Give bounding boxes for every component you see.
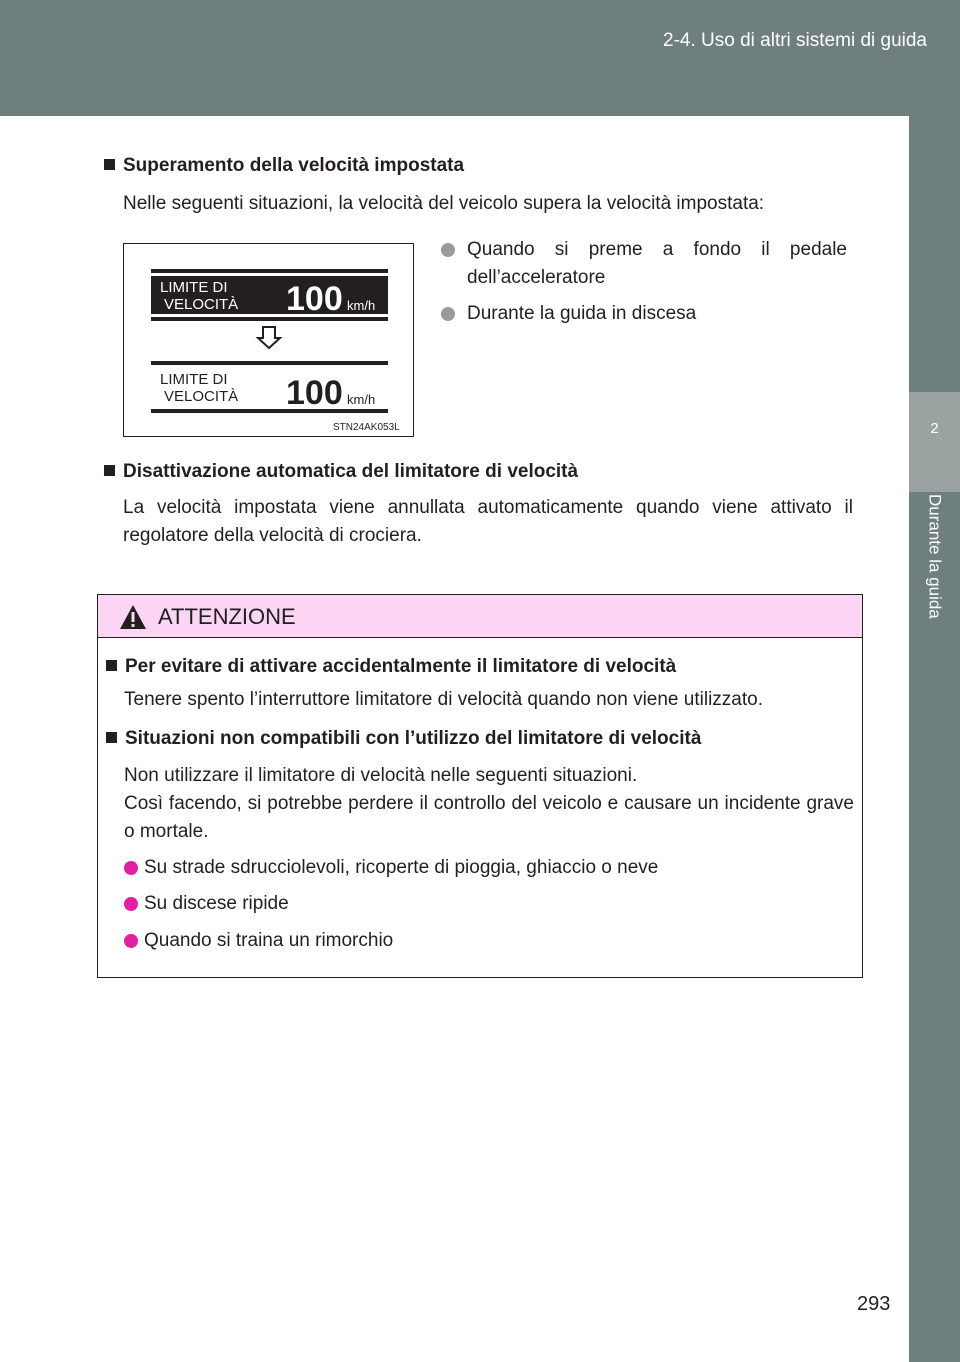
list-item: Su strade sdrucciolevoli, ricoperte di pioggia, ghiaccio o neve — [124, 854, 824, 882]
speed-limit-figure — [123, 243, 414, 437]
chapter-number: 2 — [909, 392, 960, 492]
list-item: Quando si preme a fondo il pedale dell’acceleratore — [441, 236, 847, 292]
list-item: Durante la guida in discesa — [441, 300, 847, 328]
list-item: Su discese ripide — [124, 890, 824, 918]
bullet-dot-icon — [124, 861, 138, 875]
display-speed: 100 — [286, 280, 343, 318]
section-intro: Nelle seguenti situazioni, la velocità del veicolo supera la velocità impostata: — [123, 193, 765, 214]
caution-title: ATTENZIONE — [158, 604, 296, 629]
section-title: 2-4. Uso di altri sistemi di guida — [663, 30, 927, 51]
section-heading-deactivation: Disattivazione automatica del limitatore di velocità — [104, 461, 578, 483]
caution-text-2a: Non utilizzare il limitatore di velocità nelle seguenti situazioni. — [124, 765, 638, 786]
down-arrow-icon — [258, 327, 280, 348]
figure-code: STN24AK053L — [333, 422, 400, 433]
header-band — [0, 0, 960, 116]
caution-text-1: Tenere spento l’interruttore limitatore di velocità quando non viene utilizzato. — [124, 689, 763, 710]
bullet-dot-icon — [441, 307, 455, 321]
bullet-dot-icon — [124, 897, 138, 911]
page-number: 293 — [857, 1293, 891, 1315]
display-speed-normal: 100 — [286, 374, 343, 412]
display-label-line2-normal: VELOCITÀ — [164, 388, 239, 405]
caution-box — [97, 594, 863, 978]
square-bullet-icon — [104, 465, 115, 476]
side-tab — [909, 116, 960, 1362]
square-bullet-icon — [106, 732, 117, 743]
speed-limit-display-illustration — [124, 244, 413, 436]
section-text: La velocità impostata viene annullata automaticamente quando viene attivato il regolatore della velocità di crociera. — [123, 497, 853, 546]
bullet-dot-icon — [441, 243, 455, 257]
display-label-line1-normal: LIMITE DI — [160, 371, 228, 388]
section-heading-exceed: Superamento della velocità impostata — [104, 155, 464, 177]
caution-header — [98, 595, 862, 638]
caution-heading-2: Situazioni non compatibili con l’utilizzo del limitatore di velocità — [106, 728, 701, 750]
display-unit: km/h — [347, 298, 376, 313]
display-label-line2: VELOCITÀ — [164, 296, 239, 313]
display-label-line1: LIMITE DI — [160, 279, 228, 296]
bullet-dot-icon — [124, 934, 138, 948]
caution-text-2b: Così facendo, si potrebbe perdere il controllo del veicolo e causare un incidente grave o mortale. — [124, 793, 854, 842]
display-unit-normal: km/h — [347, 392, 376, 407]
caution-heading-1: Per evitare di attivare accidentalmente il limitatore di velocità — [106, 656, 676, 678]
chapter-label: Durante la guida — [925, 494, 945, 619]
square-bullet-icon — [104, 159, 115, 170]
list-item: Quando si traina un rimorchio — [124, 927, 824, 955]
warning-icon — [118, 603, 148, 631]
square-bullet-icon — [106, 660, 117, 671]
